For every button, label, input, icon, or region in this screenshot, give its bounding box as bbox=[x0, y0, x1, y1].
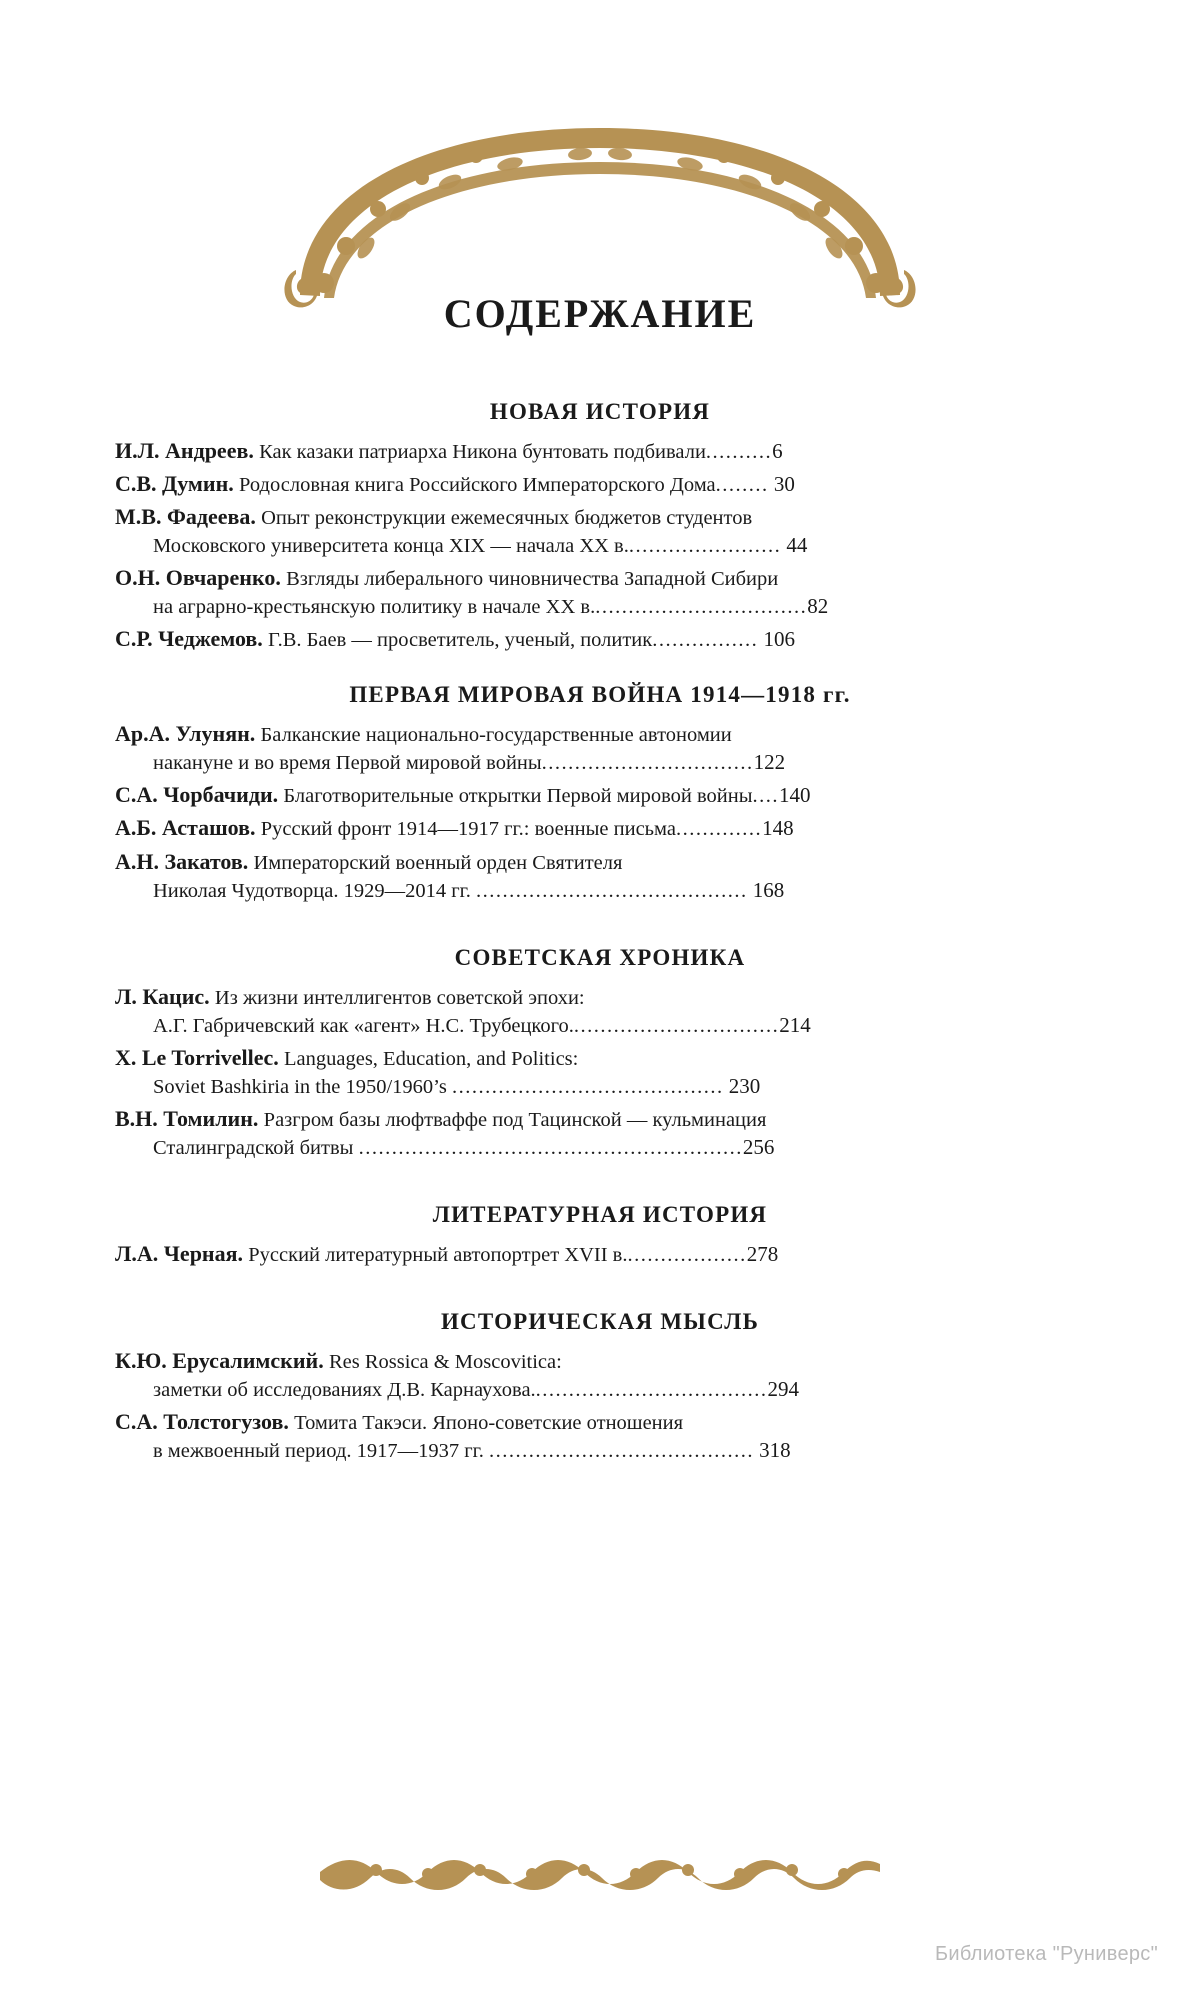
entry-author: И.Л. Андреев. bbox=[115, 438, 254, 463]
entry-author: М.В. Фадеева. bbox=[115, 504, 256, 530]
entry-author: Л. Кацис. bbox=[115, 983, 210, 1009]
toc-entry[interactable] bbox=[115, 1346, 1085, 1404]
entry-author: А.Н. Закатов. bbox=[115, 848, 249, 874]
toc-entry[interactable] bbox=[115, 1407, 1085, 1465]
entry-page: 214 bbox=[779, 1012, 811, 1037]
toc-section bbox=[115, 399, 1085, 654]
entry-title: Благотворительные открытки Первой мировой войны bbox=[283, 785, 753, 808]
entry-page: 82 bbox=[807, 594, 829, 619]
leader-dots: .... bbox=[752, 785, 780, 808]
entry-title: Как казаки патриарха Никона бунтовать подбивали bbox=[259, 441, 706, 463]
toc-entry[interactable] bbox=[115, 719, 1085, 777]
entry-page: 140 bbox=[779, 783, 811, 808]
leader-dots: ........................................ bbox=[489, 1440, 754, 1463]
section-heading: СОВЕТСКАЯ ХРОНИКА bbox=[454, 944, 746, 970]
toc-entry[interactable] bbox=[115, 1239, 1085, 1269]
library-watermark: Библиотека "Руниверс" bbox=[934, 1943, 1158, 1965]
entry-title: Г.В. Баев — просветитель, ученый, политик bbox=[268, 629, 653, 652]
entry-title-line2 bbox=[115, 1134, 1085, 1162]
entry-title: Родословная книга Российского Императорского Дома bbox=[239, 474, 716, 497]
entry-title: Русский фронт 1914—1917 гг.: военные письма bbox=[260, 818, 676, 841]
toc-section bbox=[115, 1309, 1085, 1465]
entry-title-line2 bbox=[115, 749, 1085, 777]
page-title: СОДЕРЖАНИЕ bbox=[443, 291, 757, 336]
entry-title-cont: на аграрно-крестьянскую политику в начале XX в. bbox=[153, 596, 596, 619]
entry-author: А.Б. Асташов. bbox=[115, 815, 256, 841]
entry-author: С.В. Думин. bbox=[115, 471, 234, 497]
section-heading: НОВАЯ ИСТОРИЯ bbox=[489, 399, 711, 424]
entry-author: С.Р. Чеджемов. bbox=[115, 626, 263, 652]
top-ornament bbox=[115, 120, 1085, 335]
entry-title-cont: Soviet Bashkiria in the 1950/1960’s bbox=[153, 1075, 447, 1098]
entry-title: Из жизни интеллигентов советской эпохи: bbox=[214, 986, 585, 1009]
bottom-ornament bbox=[0, 1850, 1200, 1894]
entry-page: 30 bbox=[773, 472, 795, 497]
toc-entry[interactable] bbox=[115, 469, 1085, 499]
ornamental-band-icon bbox=[320, 1850, 880, 1894]
toc-entry[interactable] bbox=[115, 1104, 1085, 1162]
leader-dots: .......... bbox=[705, 441, 773, 463]
entry-title: Балканские национально-государственные автономии bbox=[260, 724, 732, 747]
leader-dots: ............. bbox=[675, 818, 763, 841]
entry-page: 122 bbox=[753, 750, 786, 775]
entry-title-line2 bbox=[115, 593, 1085, 621]
entry-author: С.А. Чорбачиди. bbox=[115, 782, 279, 808]
leader-dots: ................ bbox=[652, 629, 759, 652]
leader-dots: ......................................... bbox=[451, 1075, 724, 1098]
entry-author: С.А. Толстогузов. bbox=[115, 1409, 289, 1435]
toc-section bbox=[115, 1202, 1085, 1269]
entry-author: В.Н. Томилин. bbox=[115, 1105, 259, 1131]
leader-dots: ............................... bbox=[573, 1014, 780, 1037]
entry-page: 168 bbox=[752, 877, 785, 902]
entry-title-cont: А.Г. Габричевский как «агент» Н.С. Трубецкого. bbox=[153, 1014, 574, 1037]
leader-dots: ................................ bbox=[541, 752, 754, 775]
leader-dots: ................................ bbox=[595, 596, 808, 619]
entry-title: Взгляды либерального чиновничества Западной Сибири bbox=[286, 568, 779, 591]
entry-page: 294 bbox=[767, 1376, 800, 1401]
entry-title-line2 bbox=[115, 1376, 1085, 1404]
entry-title-cont: Николая Чудотворца. 1929—2014 гг. bbox=[153, 879, 471, 902]
toc-entry[interactable] bbox=[115, 563, 1085, 621]
entry-title: Русский литературный автопортрет XVII в. bbox=[248, 1243, 628, 1266]
toc-section bbox=[115, 682, 1085, 904]
entry-title: Res Rossica & Moscovitica: bbox=[328, 1350, 562, 1373]
entry-title-cont: в межвоенный период. 1917—1937 гг. bbox=[153, 1440, 484, 1463]
toc-entry[interactable] bbox=[115, 436, 1085, 466]
entry-page: 148 bbox=[762, 816, 794, 841]
entry-author: О.Н. Овчаренко. bbox=[115, 565, 281, 591]
toc-entry[interactable] bbox=[115, 624, 1085, 654]
entry-page: 318 bbox=[759, 1438, 791, 1463]
entry-title: Опыт реконструкции ежемесячных бюджетов студентов bbox=[261, 507, 753, 530]
arc-ornament-icon bbox=[280, 120, 920, 310]
leader-dots: ........ bbox=[715, 474, 769, 497]
entry-author: К.Ю. Ерусалимский. bbox=[115, 1347, 324, 1373]
entry-title-line2 bbox=[115, 877, 1085, 905]
entry-title-cont: Московского университета конца XIX — начала XX в. bbox=[153, 535, 629, 558]
leader-dots: ................................... bbox=[535, 1378, 768, 1401]
entry-title-line2 bbox=[115, 1437, 1085, 1465]
entry-title-line2 bbox=[115, 1073, 1085, 1101]
table-of-contents bbox=[115, 399, 1085, 1465]
entry-title: Томита Такэси. Японо-советские отношения bbox=[294, 1412, 684, 1435]
entry-page: 230 bbox=[728, 1073, 761, 1098]
section-heading: ПЕРВАЯ МИРОВАЯ ВОЙНА 1914—1918 гг. bbox=[349, 682, 851, 708]
entry-title-line2 bbox=[115, 532, 1085, 560]
entry-title-line2 bbox=[115, 1012, 1085, 1040]
toc-entry[interactable] bbox=[115, 780, 1085, 810]
toc-entry[interactable] bbox=[115, 847, 1085, 905]
entry-author: Л.А. Черная. bbox=[115, 1240, 244, 1266]
toc-entry[interactable] bbox=[115, 982, 1085, 1040]
entry-title: Languages, Education, and Politics: bbox=[284, 1047, 579, 1070]
toc-entry[interactable] bbox=[115, 1043, 1085, 1101]
entry-title-cont: заметки об исследованиях Д.В. Карнаухова. bbox=[153, 1378, 536, 1401]
entry-title-cont: накануне и во время Первой мировой войны bbox=[153, 752, 542, 775]
toc-entry[interactable] bbox=[115, 813, 1085, 843]
leader-dots: .................. bbox=[627, 1243, 747, 1266]
entry-title-cont: Сталинградской битвы bbox=[153, 1136, 354, 1159]
entry-page: 256 bbox=[742, 1134, 775, 1159]
toc-section bbox=[115, 945, 1085, 1162]
entry-page: 106 bbox=[763, 627, 795, 652]
entry-author: Ар.А. Улунян. bbox=[115, 721, 256, 747]
section-heading: ЛИТЕРАТУРНАЯ ИСТОРИЯ bbox=[432, 1201, 768, 1227]
toc-page bbox=[0, 120, 1200, 2002]
entry-page: 44 bbox=[786, 533, 808, 558]
leader-dots: ....................... bbox=[628, 535, 782, 558]
entry-page: 6 bbox=[772, 439, 783, 463]
section-heading: ИСТОРИЧЕСКАЯ МЫСЛЬ bbox=[440, 1308, 760, 1334]
leader-dots: .......................................................... bbox=[358, 1136, 743, 1159]
toc-entry[interactable] bbox=[115, 502, 1085, 560]
entry-author: X. Le Torrivellec. bbox=[115, 1044, 279, 1070]
entry-title: Разгром базы люфтваффе под Тацинской — кульминация bbox=[263, 1108, 767, 1131]
leader-dots: ......................................... bbox=[475, 879, 748, 902]
entry-title: Императорский военный орден Святителя bbox=[253, 851, 623, 874]
entry-page: 278 bbox=[746, 1241, 779, 1266]
